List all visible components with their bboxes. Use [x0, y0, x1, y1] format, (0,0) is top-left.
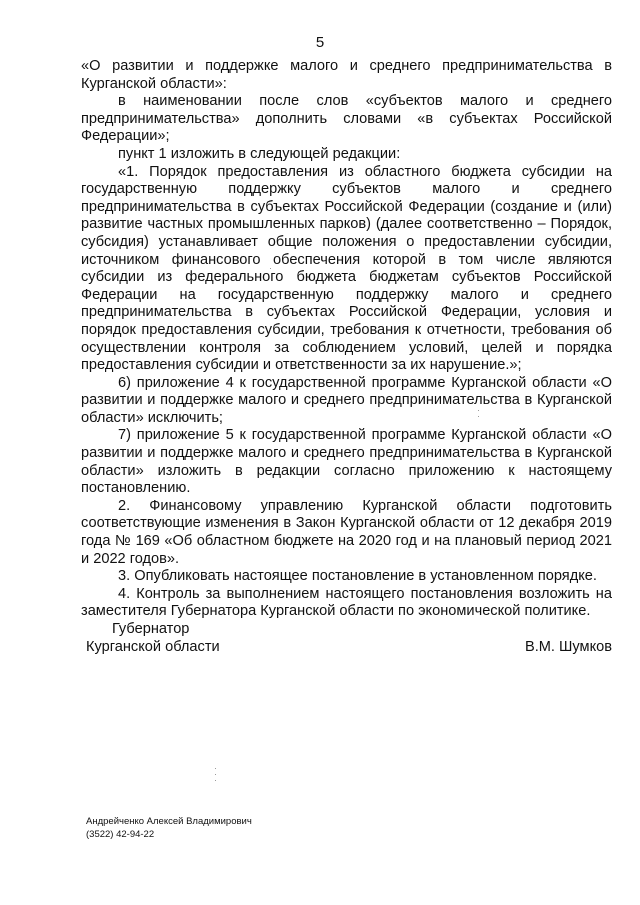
paragraph: 3. Опубликовать настоящее постановление в установленном порядке.: [118, 568, 597, 585]
paragraph: 6) приложение 4 к государственной программе Курганской области «О развитии и поддержке малого и среднего предпринимательства в Курганской области» исключить;: [81, 374, 612, 426]
executor-phone: (3522) 42-94-22: [86, 829, 155, 840]
scan-speck: [478, 416, 479, 417]
scan-speck: [270, 268, 271, 269]
scan-speck: [215, 780, 216, 781]
paragraph: 2. Финансовому управлению Курганской области подготовить соответствующие изменения в Закон Курганской области от 12 декабря 2019 года № 169 «Об областном бюджете на 2020 год и на плановый период 2021 и 2022 годов».: [81, 497, 612, 567]
paragraph: «О развитии и поддержке малого и среднего предпринимательства в Курганской области»:: [81, 58, 612, 92]
executor-info: [86, 815, 252, 841]
executor-name: Андрейченко Алексей Владимирович: [86, 816, 252, 827]
paragraph: в наименовании после слов «субъектов малого и среднего предпринимательства» дополнить словами «в субъектах Российской Федерации»;: [81, 93, 612, 145]
signature-block: [86, 620, 612, 660]
signatory-position: [86, 620, 220, 656]
signatory-position-line: Губернатор: [112, 621, 190, 637]
scan-speck: [478, 410, 479, 411]
signatory-name: В.М. Шумков: [524, 639, 612, 655]
paragraph: пункт 1 изложить в следующей редакции:: [118, 145, 401, 162]
scan-speck: [215, 768, 216, 769]
paragraph: «1. Порядок предоставления из областного бюджета субсидии на государственную поддержку субъектов малого и среднего предпринимательства в субъектах Российской Федерации (создание и (или) развитие частных промышленных парков) (далее соответственно – Порядок, субсидия) устанавливает общие положения о предоставлении субсидии, источником финансового обеспечения которой в том числе являются субсидии из федерального бюджета бюджетам субъектов Российской Федерации на государственную поддержку малого и среднего предпринимательства в субъектах Российской Федерации, условия и порядок предоставления субсидии, требования к отчетности, требования об осуществлении контроля за соблюдением условий, целей и порядка предоставления субсидии и ответственности за их нарушение.»;: [81, 163, 612, 374]
paragraph: 7) приложение 5 к государственной программе Курганской области «О развитии и поддержке малого и среднего предпринимательства в Курганской области» изложить в редакции согласно приложению к настоящему постановлению.: [81, 427, 612, 497]
scan-speck: [215, 774, 216, 775]
paragraph: 4. Контроль за выполнением настоящего постановления возложить на заместителя Губернатора Курганской области по экономической политике.: [81, 585, 612, 620]
document-body: [81, 58, 612, 621]
signatory-position-line: Курганской области: [86, 639, 220, 655]
page-number: 5: [315, 34, 325, 51]
